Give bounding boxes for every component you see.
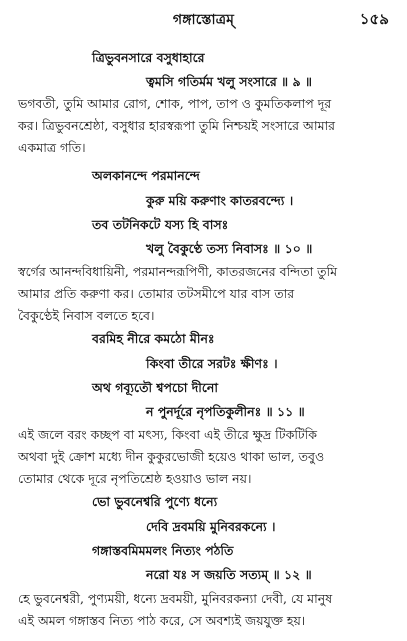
- translation-line: হে ভুবনেশ্বরী, পুণ্যময়ী, ধন্যে দ্রবময়ী, মুনিবরকন্যা দেবী, যে মানুষ: [18, 591, 333, 606]
- verse-line: বরমিহ নীরে কমঠো মীনঃ: [92, 331, 215, 346]
- verse-line: ন পুনর্দূরে নৃপতিকুলীনঃ ॥ ১১ ॥: [146, 404, 305, 419]
- verse-line: কিংবা তীরে সরটঃ ক্ষীণঃ ।: [146, 356, 278, 371]
- verse-line: অথ গব্যূতৌ শ্বপচো দীনো: [92, 380, 218, 395]
- page-number: ১৫৯: [359, 10, 389, 28]
- translation-line: স্বর্গের আনন্দবিধায়িনী, পরমানন্দরূপিণী, কাতরজনের বন্দিতা তুমি: [18, 264, 338, 279]
- verse-line: নরো যঃ স জয়তি সত্যম্ ॥ ১২ ॥: [146, 567, 312, 582]
- translation-line: আমার প্রতি করুণা কর। তোমার তটসমীপে যার বাস তার: [18, 286, 295, 301]
- translation-line: একমাত্র গতি।: [18, 140, 86, 155]
- verse-line: কুরু ময়ি করুণাং কাতরবন্দ্যে ।: [146, 193, 294, 208]
- verse-line: ভো ভুবনেশ্বরি পুণ্যে ধন্যে: [92, 494, 218, 509]
- translation-line: কর। ত্রিভুবনশ্রেষ্ঠা, বসুধার হারস্বরূপা তুমি নিশ্চয়ই সংসারে আমার: [18, 118, 336, 133]
- translation-line: তোমার থেকে দূরে নৃপতিশ্রেষ্ঠ হওয়াও ভাল নয়।: [18, 471, 252, 486]
- verse-line: গঙ্গাস্তবমিমমলং নিত্যং পঠতি: [92, 543, 234, 558]
- translation-line: অথবা দুই ক্রোশ মধ্যে দীন কুকুরভোজী হয়েও থাকা ভাল, তবুও: [18, 449, 325, 464]
- verse-line: তব তটনিকটে যস্য হি বাসঃ: [92, 217, 229, 232]
- translation-line: বৈকুণ্ঠেই নিবাস বলতে হবে।: [18, 308, 155, 323]
- verse-line: ত্রিভুবনসারে বসুধাহারে: [92, 50, 205, 65]
- verse-line: খলু বৈকুণ্ঠে তস্য নিবাসঃ ॥ ১০ ॥: [146, 241, 313, 256]
- verse-line: অলকানন্দে পরমানন্দে: [92, 168, 200, 183]
- translation-line: এই অমল গঙ্গাস্তব নিত্য পাঠ করে, সে অবশ্যই জয়যুক্ত হয়।: [18, 613, 306, 628]
- page-title: গঙ্গাস্তোত্রম্: [172, 12, 235, 28]
- page-header: [0, 8, 407, 32]
- translation-line: ভগবতী, তুমি আমার রোগ, শোক, পাপ, তাপ ও কুমতিকলাপ দূর: [18, 96, 332, 111]
- verse-line: দেবি দ্রবময়ি মুনিবরকন্যে ।: [146, 519, 276, 534]
- translation-line: এই জলে বরং কচ্ছপ বা মৎস্য, কিংবা এই তীরে ক্ষুদ্র টিকটিকি: [18, 427, 318, 442]
- verse-line: ত্বমসি গতির্মম খলু সংসারে ॥ ৯ ॥: [146, 74, 313, 89]
